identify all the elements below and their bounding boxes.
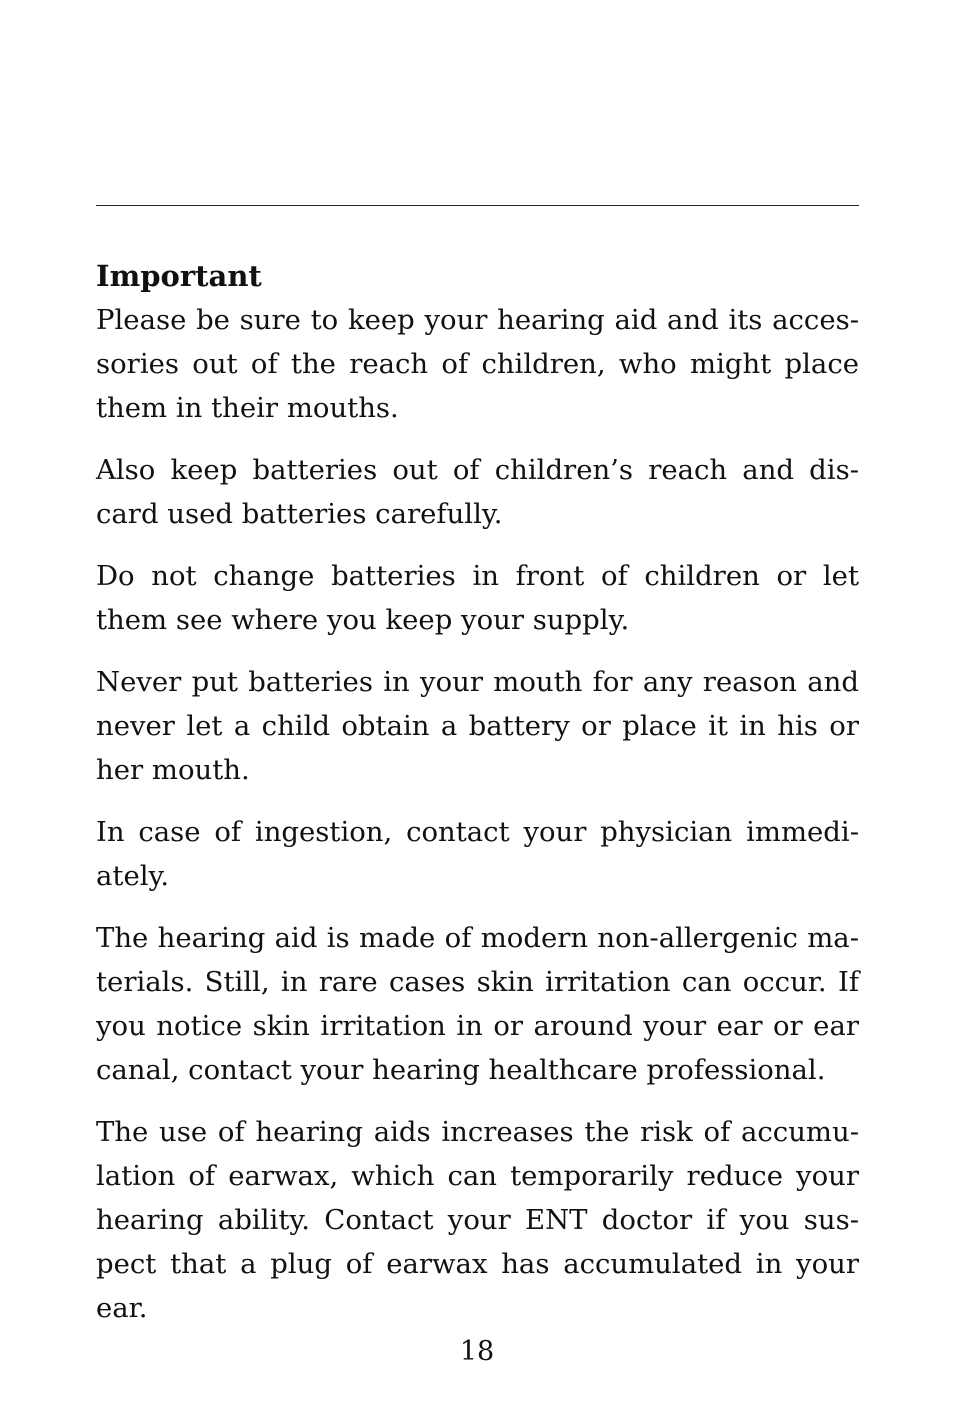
- paragraph-never-mouth: Never put batteries in your mouth for any reason and never let a child obtain a battery or place it in his or her mouth.: [96, 666, 859, 786]
- paragraph-batteries-reach: Also keep batteries out of children’s reach and discard used batteries carefully.: [96, 454, 859, 530]
- paragraph-skin-irritation: The hearing aid is made of modern non-allergenic materials. Still, in rare cases skin irritation can occur. If you notice skin irritation in or around your ear or ear canal, contact your hearing healthcare professional.: [96, 922, 859, 1086]
- important-section: [96, 254, 859, 1348]
- horizontal-divider: [96, 205, 859, 206]
- paragraph-ingestion: In case of ingestion, contact your physician immediately.: [96, 816, 859, 892]
- paragraph-change-batteries: Do not change batteries in front of children or let them see where you keep your supply.: [96, 560, 859, 636]
- paragraph-keep-out-of-reach: Please be sure to keep your hearing aid and its accessories out of the reach of children, who might place them in their mouths.: [96, 304, 859, 424]
- page-number: 18: [459, 1336, 495, 1367]
- section-heading: Important: [96, 259, 262, 293]
- paragraph-earwax: The use of hearing aids increases the risk of accumulation of earwax, which can temporarily reduce your hearing ability. Contact your ENT doctor if you suspect that a plug of earwax has accumulated in your ear.: [96, 1116, 859, 1324]
